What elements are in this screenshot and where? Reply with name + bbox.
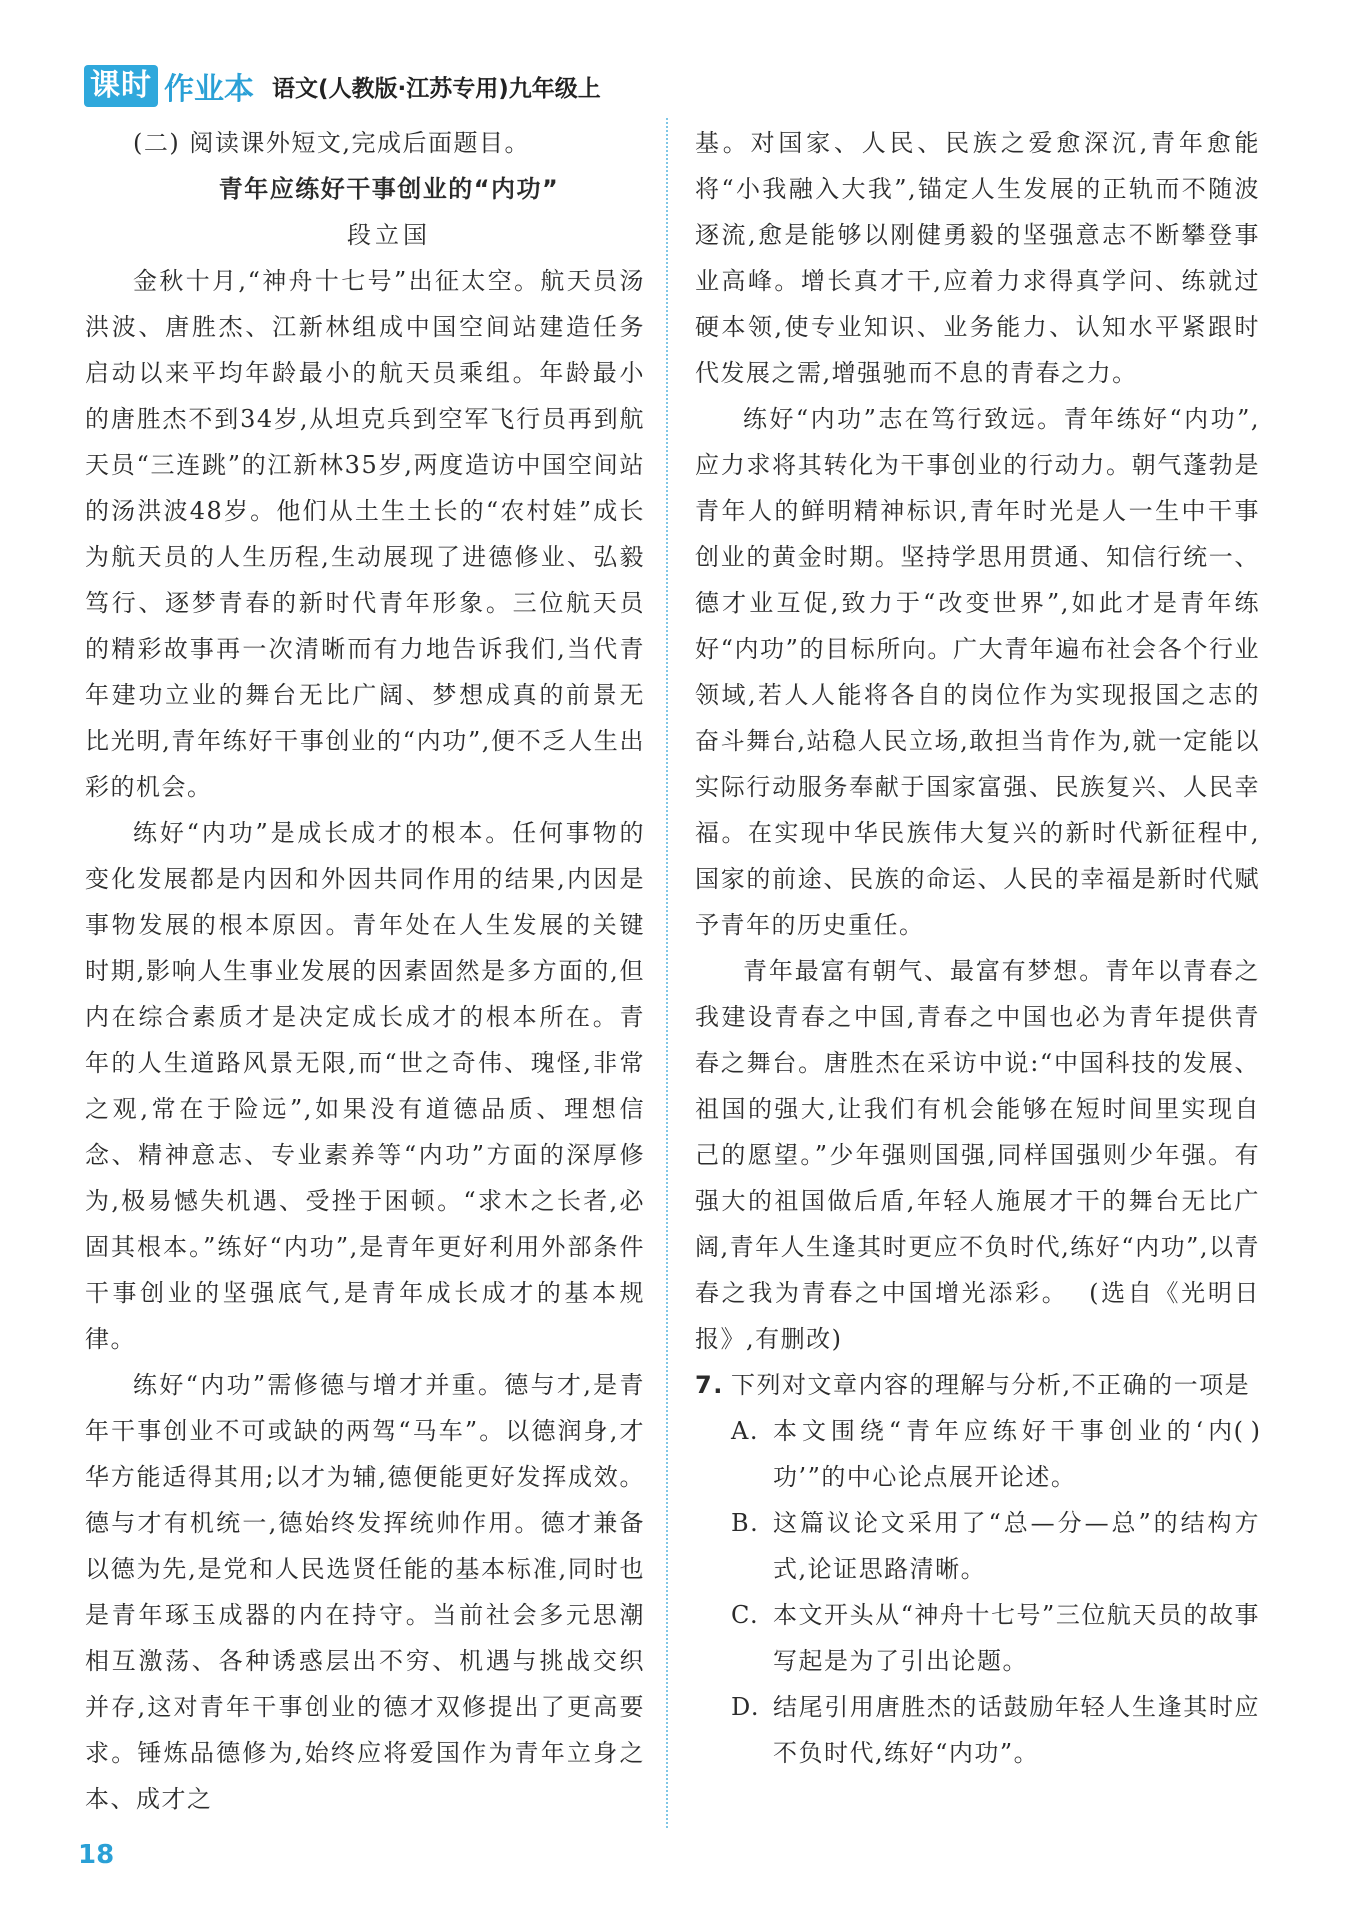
option-c[interactable] <box>695 1592 1260 1684</box>
logo-text: 作业本 <box>164 72 254 107</box>
option-letter: D. <box>731 1693 761 1721</box>
logo-mark: 课时 <box>84 65 158 107</box>
page-header <box>84 64 601 108</box>
question-stem <box>695 1362 1260 1445</box>
option-b[interactable] <box>695 1500 1260 1592</box>
option-text: 本文围绕“青年应练好干事创业的‘内功’”的中心论点展开论述。 <box>773 1417 1234 1491</box>
column-divider <box>666 118 668 1828</box>
option-text: 本文开头从“神舟十七号”三位航天员的故事写起是为了引出论题。 <box>773 1601 1260 1675</box>
option-d[interactable] <box>695 1684 1260 1776</box>
right-column <box>695 120 1260 1776</box>
question-text: 下列对文章内容的理解与分析,不正确的一项是 <box>731 1371 1251 1399</box>
article-title: 青年应练好干事创业的“内功” <box>218 175 560 203</box>
answer-blank[interactable]: ( ) <box>1233 1417 1260 1445</box>
option-letter: A. <box>731 1417 759 1445</box>
article-paragraph-continuation: 基。对国家、人民、民族之爱愈深沉,青年愈能将“小我融入大我”,锚定人生发展的正轨而不随波逐流,愈是能够以刚健勇毅的坚强意志不断攀登事业高峰。增长真才干,应着力求得真学问、练就过硬本领,使专业知识、业务能力、认知水平紧跟时代发展之需,增强驰而不息的青春之力。 <box>695 129 1260 387</box>
article-paragraph: 练好“内功”需修德与增才并重。德与才,是青年干事创业不可或缺的两驾“马车”。以德润身,才华方能适得其用;以才为辅,德便能更好发挥成效。德与才有机统一,德始终发挥统帅作用。德才兼备以德为先,是党和人民选贤任能的基本标准,同时也是青年琢玉成器的内在持守。当前社会多元思潮相互激荡、各种诱惑层出不穷、机遇与挑战交织并存,这对青年干事创业的德才双修提出了更高要求。锤炼品德修为,始终应将爱国作为青年立身之本、成才之 <box>85 1371 645 1813</box>
section-heading: (二) 阅读课外短文,完成后面题目。 <box>133 129 530 157</box>
left-column <box>85 120 645 1822</box>
article-paragraph: 金秋十月,“神舟十七号”出征太空。航天员汤洪波、唐胜杰、江新林组成中国空间站建造任务启动以来平均年龄最小的航天员乘组。年龄最小的唐胜杰不到34岁,从坦克兵到空军飞行员再到航天员“三连跳”的江新林35岁,两度造访中国空间站的汤洪波48岁。他们从土生土长的“农村娃”成长为航天员的人生历程,生动展现了进德修业、弘毅笃行、逐梦青春的新时代青年形象。三位航天员的精彩故事再一次清晰而有力地告诉我们,当代青年建功立业的舞台无比广阔、梦想成真的前景无比光明,青年练好干事创业的“内功”,便不乏人生出彩的机会。 <box>85 267 645 801</box>
article-source: (选自《光明日报》,有删改) <box>695 1279 1260 1353</box>
option-text: 这篇议论文采用了“总—分—总”的结构方式,论证思路清晰。 <box>773 1509 1260 1583</box>
article-paragraph-text: 青年最富有朝气、最富有梦想。青年以青春之我建设青春之中国,青春之中国也必为青年提供青春之舞台。唐胜杰在采访中说:“中国科技的发展、祖国的强大,让我们有机会能够在短时间里实现自己的愿望。”少年强则国强,同样国强则少年强。有强大的祖国做后盾,年轻人施展才干的舞台无比广阔,青年人生逢其时更应不负时代,练好“内功”,以青春之我为青春之中国增光添彩。 <box>695 957 1260 1307</box>
question-number: 7. <box>695 1371 724 1399</box>
book-subtitle: 语文(人教版·江苏专用)九年级上 <box>272 75 601 102</box>
option-a[interactable] <box>695 1408 1260 1500</box>
article-paragraph: 练好“内功”志在笃行致远。青年练好“内功”,应力求将其转化为干事创业的行动力。朝气蓬勃是青年人的鲜明精神标识,青年时光是人一生中干事创业的黄金时期。坚持学思用贯通、知信行统一、德才业互促,致力于“改变世界”,如此才是青年练好“内功”的目标所向。广大青年遍布社会各个行业领域,若人人能将各自的岗位作为实现报国之志的奋斗舞台,站稳人民立场,敢担当肯作为,就一定能以实际行动服务奉献于国家富强、民族复兴、人民幸福。在实现中华民族伟大复兴的新时代新征程中,国家的前途、民族的命运、人民的幸福是新时代赋予青年的历史重任。 <box>695 405 1260 939</box>
page-number: 18 <box>78 1840 115 1870</box>
option-letter: C. <box>731 1601 760 1629</box>
article-paragraph <box>695 948 1260 1362</box>
article-paragraph: 练好“内功”是成长成才的根本。任何事物的变化发展都是内因和外因共同作用的结果,内因是事物发展的根本原因。青年处在人生发展的关键时期,影响人生事业发展的因素固然是多方面的,但内在综合素质才是决定成长成才的根本所在。青年的人生道路风景无限,而“世之奇伟、瑰怪,非常之观,常在于险远”,如果没有道德品质、理想信念、精神意志、专业素养等“内功”方面的深厚修为,极易憾失机遇、受挫于困顿。“求木之长者,必固其根本。”练好“内功”,是青年更好利用外部条件干事创业的坚强底气,是青年成长成才的基本规律。 <box>85 819 645 1353</box>
option-letter: B. <box>731 1509 760 1537</box>
workbook-logo <box>84 64 254 108</box>
option-text: 结尾引用唐胜杰的话鼓励年轻人生逢其时应不负时代,练好“内功”。 <box>773 1693 1260 1767</box>
article-author: 段立国 <box>347 221 431 249</box>
